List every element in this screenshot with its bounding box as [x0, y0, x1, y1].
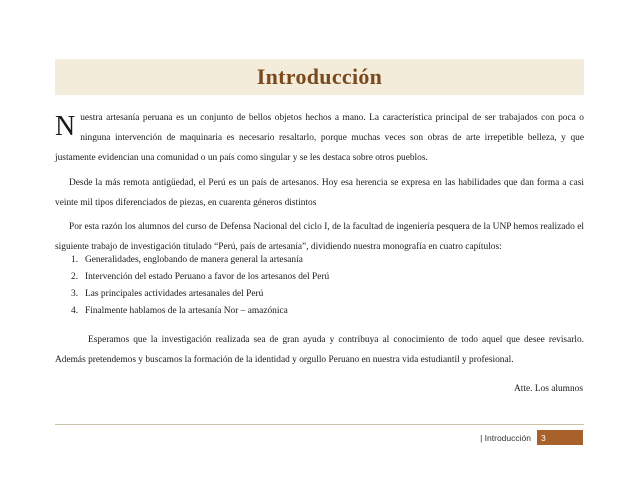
paragraph-history: Desde la más remota antigüedad, el Perú es un país de artesanos. Hoy esa herencia se expresa en las habilidades que dan forma a casi veinte mil tipos diferenciados de piezas, en cuarenta géneros distintos [55, 178, 584, 208]
footer-divider [55, 424, 584, 425]
intro-paragraph [55, 108, 584, 168]
list-text: Finalmente hablamos de la artesanía Nor – amazónica [85, 306, 288, 316]
intro-text: uestra artesanía peruana es un conjunto de bellos objetos hechos a mano. La característica principal de ser trabajados con poca o ninguna intervención de maquinaria es necesario resaltarlo, porque muchas veces son obras de arte irrepetible belleza, y que justamente evidencian una comunidad o un país como singular y se les destaca sobre otros pueblos. [55, 113, 584, 163]
footer-section-label: | Introducción [480, 432, 531, 443]
list-number: 3. [71, 289, 79, 299]
list-number: 2. [71, 272, 79, 282]
list-text: Generalidades, englobando de manera general la artesanía [85, 255, 303, 265]
paragraph-purpose: Por esta razón los alumnos del curso de Defensa Nacional del ciclo I, de la facultad de ingeniería pesquera de la UNP hemos realizado el siguiente trabajo de investigación titulado “Perú, país de artesanía”, dividiendo nuestra monografía en cuatro capítulos: [55, 222, 584, 252]
title-banner [55, 59, 584, 95]
list-text: Las principales actividades artesanales del Perú [85, 289, 264, 299]
list-item [55, 303, 584, 320]
paragraph-closing: Esperamos que la investigación realizada sea de gran ayuda y contribuya al conocimiento de todo aquel que desee revisarlo. Además pretendemos y buscamos la formación de la identidad y orgullo Peruano en nuestra vida estudiantil y profesional. [55, 335, 584, 365]
drop-cap: N [55, 111, 76, 142]
page-footer [474, 430, 583, 445]
list-item [55, 252, 584, 269]
signature: Atte. Los alumnos [513, 384, 583, 394]
list-item [55, 269, 584, 286]
list-text: Intervención del estado Peruano a favor de los artesanos del Perú [85, 272, 330, 282]
chapter-list [55, 252, 584, 320]
list-number: 4. [71, 306, 79, 316]
list-item [55, 286, 584, 303]
page-number: 3 [537, 430, 583, 445]
page-title: Introducción [256, 64, 383, 89]
list-number: 1. [71, 255, 79, 265]
